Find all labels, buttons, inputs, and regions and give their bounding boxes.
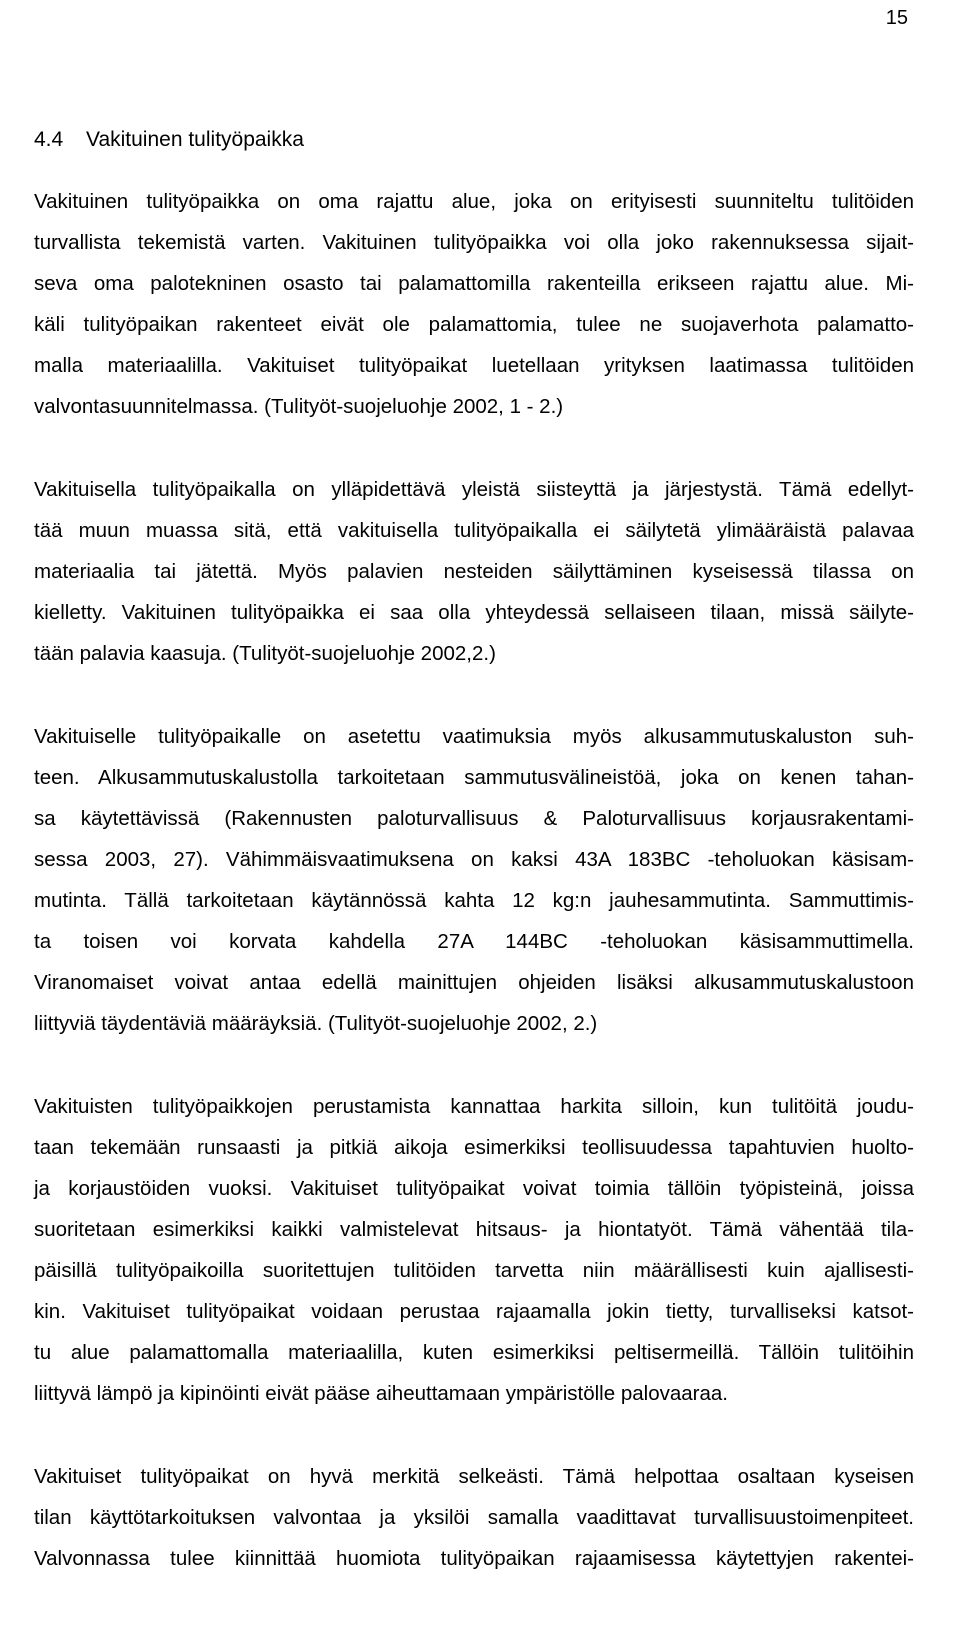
text-line: kielletty. Vakituinen tulityöpaikka ei saa olla yhteydessä sellaiseen tilaan, missä säilyte- — [34, 601, 914, 624]
text-line: kin. Vakituiset tulityöpaikat voidaan perustaa rajaamalla jokin tietty, turvalliseksi katsot- — [34, 1300, 914, 1323]
text-line: ja korjaustöiden vuoksi. Vakituiset tulityöpaikat voivat toimia tällöin työpisteinä, joissa — [34, 1177, 914, 1200]
text-line: käli tulityöpaikan rakenteet eivät ole palamattomia, tulee ne suojaverhota palamatto- — [34, 313, 914, 336]
section-heading — [34, 120, 914, 160]
text-line: valvontasuunnitelmassa. (Tulityöt-suojeluohje 2002, 1 - 2.) — [34, 395, 564, 418]
text-line: liittyvä lämpö ja kipinöinti eivät pääse aiheuttamaan ympäristölle palovaaraa. — [34, 1382, 728, 1405]
paragraph — [34, 1086, 914, 1414]
text-line: tään palavia kaasuja. (Tulityöt-suojeluohje 2002,2.) — [34, 642, 496, 665]
text-line: Vakituisten tulityöpaikkojen perustamista kannattaa harkita silloin, kun tulitöitä joudu- — [34, 1095, 914, 1118]
section-title: Vakituinen tulityöpaikka — [86, 128, 304, 151]
text-line: seva oma palotekninen osasto tai palamattomilla rakenteilla erikseen rajattu alue. Mi- — [34, 272, 914, 295]
text-line: tilan käyttötarkoituksen valvontaa ja yksilöi samalla vaadittavat turvallisuustoimenpiteet. — [34, 1506, 914, 1529]
text-line: liittyviä täydentäviä määräyksiä. (Tulityöt-suojeluohje 2002, 2.) — [34, 1012, 598, 1035]
text-line: materiaalia tai jätettä. Myös palavien nesteiden säilyttäminen kyseisessä tilassa on — [34, 560, 914, 583]
text-line: mutinta. Tällä tarkoitetaan käytännössä kahta 12 kg:n jauhesammutinta. Sammuttimis- — [34, 889, 914, 912]
page-content — [34, 120, 914, 1621]
text-line: suoritetaan esimerkiksi kaikki valmistelevat hitsaus- ja hiontatyöt. Tämä vähentää tila- — [34, 1218, 914, 1241]
text-line: Vakituiselle tulityöpaikalle on asetettu vaatimuksia myös alkusammutuskaluston suh- — [34, 725, 914, 748]
section-number: 4.4 — [34, 128, 64, 151]
text-line: sessa 2003, 27). Vähimmäisvaatimuksena on kaksi 43A 183BC -teholuokan käsisam- — [34, 848, 914, 871]
paragraph — [34, 716, 914, 1044]
text-line: ta toisen voi korvata kahdella 27A 144BC -teholuokan käsisammuttimella. — [34, 930, 914, 953]
text-line: Vakituisella tulityöpaikalla on ylläpidettävä yleistä siisteyttä ja järjestystä. Tämä edellyt- — [34, 478, 914, 501]
body-text — [34, 181, 914, 1579]
text-line: Vakituiset tulityöpaikat on hyvä merkitä selkeästi. Tämä helpottaa osaltaan kyseisen — [34, 1465, 914, 1488]
text-line: tu alue palamattomalla materiaalilla, kuten esimerkiksi peltisermeillä. Tällöin tulitöihin — [34, 1341, 914, 1364]
text-line: malla materiaalilla. Vakituiset tulityöpaikat luetellaan yrityksen laatimassa tulitöiden — [34, 354, 914, 377]
text-line: taan tekemään runsaasti ja pitkiä aikoja esimerkiksi teollisuudessa tapahtuvien huolto- — [34, 1136, 914, 1159]
paragraph — [34, 1456, 914, 1579]
text-line: teen. Alkusammutuskalustolla tarkoitetaan sammutusvälineistöä, joka on kenen tahan- — [34, 766, 914, 789]
paragraph — [34, 181, 914, 427]
text-line: turvallista tekemistä varten. Vakituinen tulityöpaikka voi olla joko rakennuksessa sijait- — [34, 231, 914, 254]
text-line: Vakituinen tulityöpaikka on oma rajattu alue, joka on erityisesti suunniteltu tulitöiden — [34, 190, 914, 213]
text-line: Viranomaiset voivat antaa edellä mainittujen ohjeiden lisäksi alkusammutuskalustoon — [34, 971, 914, 994]
text-line: päisillä tulityöpaikoilla suoritettujen tulitöiden tarvetta niin määrällisesti kuin ajallisesti- — [34, 1259, 914, 1282]
paragraph — [34, 469, 914, 674]
text-line: tää muun muassa sitä, että vakituisella tulityöpaikalla ei säilytetä ylimääräistä palavaa — [34, 519, 914, 542]
text-line: sa käytettävissä (Rakennusten paloturvallisuus & Paloturvallisuus korjausrakentami- — [34, 807, 914, 830]
page-number: 15 — [885, 7, 908, 29]
text-line: Valvonnassa tulee kiinnittää huomiota tulityöpaikan rajaamisessa käytettyjen rakentei- — [34, 1547, 914, 1570]
